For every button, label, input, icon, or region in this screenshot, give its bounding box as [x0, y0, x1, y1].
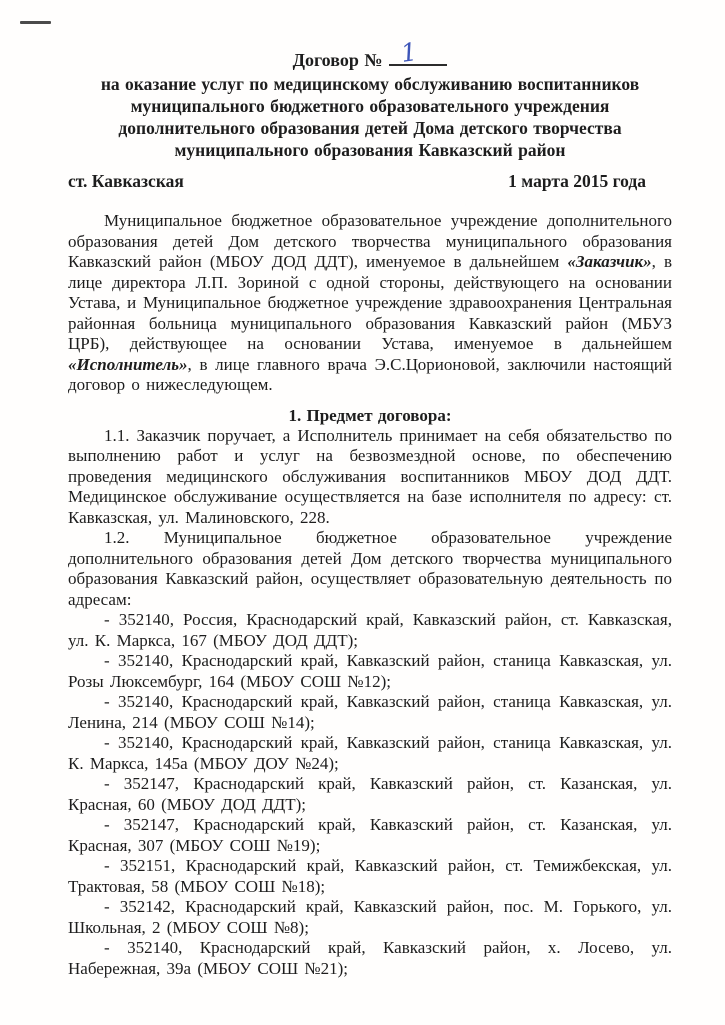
title-line: муниципального бюджетного образовательного учреждения — [130, 96, 610, 116]
place-date-row — [68, 170, 672, 192]
preamble-text: , в лице директора Л.П. Зориной с одной стороны, действующего на основании Устава, и Муниципальное бюджетное учреждение здравоохранения Центральная районная больница муниципального образования Кавказский район (МБУЗ ЦРБ), действующее на основании Устава, именуемое в дальнейшем — [68, 252, 673, 353]
contract-date: 1 марта 2015 года — [508, 171, 646, 191]
title-line: на оказание услуг по медицинскому обслуживанию воспитанников — [100, 74, 640, 94]
term-customer: «Заказчик» — [567, 252, 652, 271]
address-item: - 352147, Краснодарский край, Кавказский район, ст. Казанская, ул. Красная, 307 (МБОУ СОШ №19); — [68, 815, 672, 855]
address-item: - 352142, Краснодарский край, Кавказский район, пос. М. Горького, ул. Школьная, 2 (МБОУ СОШ №8); — [68, 897, 672, 937]
contract-number-handwritten: 1 — [399, 37, 420, 68]
address-item: - 352147, Краснодарский край, Кавказский район, ст. Казанская, ул. Красная, 60 (МБОУ ДОД ДДТ); — [68, 774, 672, 814]
term-contractor: «Исполнитель» — [68, 354, 188, 374]
title-prefix: Договор № — [292, 50, 383, 70]
preamble-paragraph — [68, 211, 672, 396]
contract-place: ст. Кавказская — [68, 171, 184, 191]
clause-1-1: 1.1. Заказчик поручает, а Исполнитель принимает на себя обязательство по выполнению работ и услуг на безвозмездной основе, по обеспечению проведения медицинского обслуживания воспитанников МБОУ ДОД ДДТ. Медицинское обслуживание осуществляется на базе исполнителя по адресу: ст. Кавказская, ул. Малиновского, 228. — [68, 425, 672, 527]
document-title — [68, 37, 672, 71]
title-line: дополнительного образования детей Дома детского творчества — [118, 118, 622, 138]
address-item: - 352140, Россия, Краснодарский край, Кавказский район, ст. Кавказская, ул. К. Маркса, 167 (МБОУ ДОД ДДТ); — [68, 610, 672, 650]
scan-artifact-line — [20, 21, 51, 24]
contract-number-blank — [389, 37, 447, 68]
address-item: - 352140, Краснодарский край, Кавказский район, х. Лосево, ул. Набережная, 39а (МБОУ СОШ №21); — [68, 938, 672, 978]
clause-1-2: 1.2. Муниципальное бюджетное образовательное учреждение дополнительного образования детей Дом детского творчества муниципального образования Кавказский район, осуществляет образовательную деятельность по адресам: — [68, 528, 672, 609]
title-block — [68, 37, 672, 161]
address-item: - 352140, Краснодарский край, Кавказский район, станица Кавказская, ул. Розы Люксембург, 164 (МБОУ СОШ №12); — [68, 651, 672, 691]
address-item: - 352151, Краснодарский край, Кавказский район, ст. Темижбекская, ул. Трактовая, 58 (МБОУ СОШ №18); — [68, 856, 672, 896]
section-1-heading: 1. Предмет договора: — [288, 405, 452, 425]
preamble-text: Муниципальное бюджетное образовательное учреждение дополнительного образования детей Дом детского творчества муниципального образования Кавказский район (МБОУ ДОД ДДТ), именуемое в дальнейшем — [68, 211, 672, 271]
title-line: муниципального образования Кавказский район — [174, 140, 566, 160]
preamble-text: , в лице главного врача Э.С.Цорионовой, заключили настоящий договор о нижеследующем. — [68, 354, 672, 394]
address-item: - 352140, Краснодарский край, Кавказский район, станица Кавказская, ул. Ленина, 214 (МБОУ СОШ №14); — [68, 692, 672, 732]
address-item: - 352140, Краснодарский край, Кавказский район, станица Кавказская, ул. К. Маркса, 145а (МБОУ ДОУ №24); — [68, 733, 672, 773]
